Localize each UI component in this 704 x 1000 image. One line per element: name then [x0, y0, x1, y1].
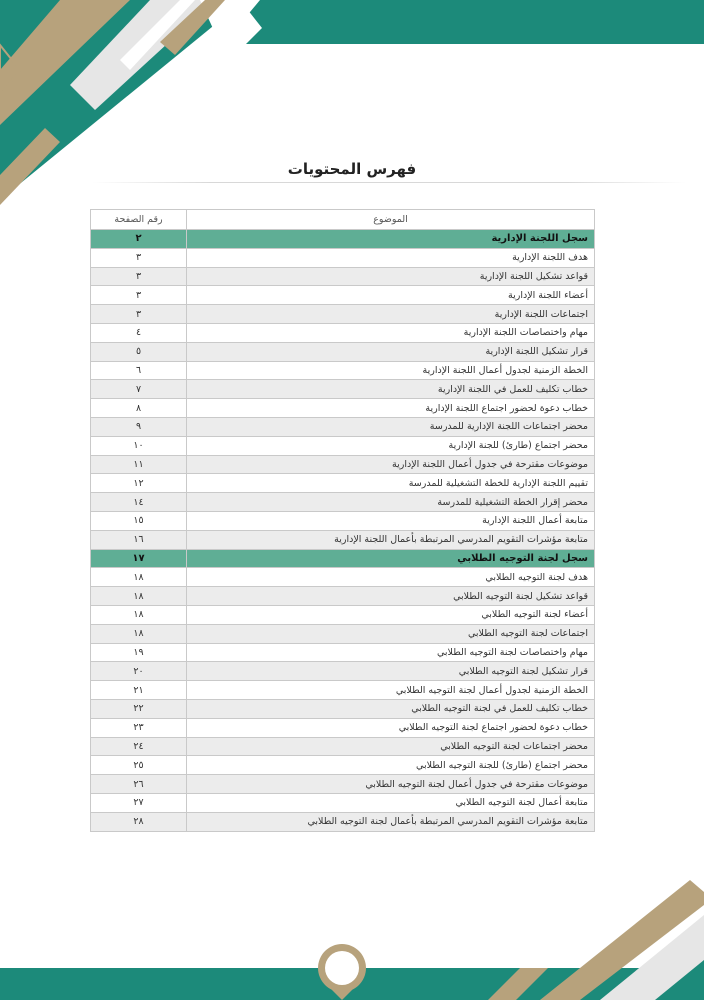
table-row — [91, 417, 595, 436]
table-row — [91, 474, 595, 493]
row-topic: خطاب دعوة لحضور اجتماع اللجنة الإدارية — [187, 399, 595, 418]
row-page-number: ١٨ — [91, 624, 187, 643]
table-row — [91, 624, 595, 643]
table-row — [91, 605, 595, 624]
row-page-number: ٩ — [91, 417, 187, 436]
row-page-number: ١١ — [91, 455, 187, 474]
row-topic: قواعد تشكيل لجنة التوجيه الطلابي — [187, 587, 595, 606]
row-topic: قرار تشكيل لجنة التوجيه الطلابي — [187, 662, 595, 681]
row-topic: متابعة أعمال لجنة التوجيه الطلابي — [187, 793, 595, 812]
table-row — [91, 737, 595, 756]
row-topic: محضر اجتماعات لجنة التوجيه الطلابي — [187, 737, 595, 756]
row-page-number: ٢٢ — [91, 699, 187, 718]
section-row — [91, 230, 595, 249]
row-page-number: ٢٣ — [91, 718, 187, 737]
toc-table — [90, 209, 595, 832]
table-row — [91, 493, 595, 512]
row-page-number: ٣ — [91, 286, 187, 305]
row-topic: قواعد تشكيل اللجنة الإدارية — [187, 267, 595, 286]
title-divider — [92, 182, 686, 183]
table-row — [91, 756, 595, 775]
table-row — [91, 568, 595, 587]
table-row — [91, 681, 595, 700]
row-topic: محضر اجتماعات اللجنة الإدارية للمدرسة — [187, 417, 595, 436]
row-topic: مهام واختصاصات اللجنة الإدارية — [187, 323, 595, 342]
table-row — [91, 643, 595, 662]
table-row — [91, 361, 595, 380]
row-topic: محضر اجتماع (طارئ) للجنة الإدارية — [187, 436, 595, 455]
table-row — [91, 775, 595, 794]
page-title: فهرس المحتويات — [287, 160, 417, 178]
row-page-number: ١٨ — [91, 587, 187, 606]
table-row — [91, 248, 595, 267]
row-topic: الخطة الزمنية لجدول أعمال اللجنة الإدارية — [187, 361, 595, 380]
row-page-number: ١٥ — [91, 511, 187, 530]
row-topic: مهام واختصاصات لجنة التوجيه الطلابي — [187, 643, 595, 662]
table-row — [91, 511, 595, 530]
row-page-number: ٣ — [91, 248, 187, 267]
row-page-number: ١٤ — [91, 493, 187, 512]
row-topic: هدف لجنة التوجيه الطلابي — [187, 568, 595, 587]
table-row — [91, 793, 595, 812]
row-topic: متابعة مؤشرات التقويم المدرسي المرتبطة بأعمال اللجنة الإدارية — [187, 530, 595, 549]
table-row — [91, 267, 595, 286]
table-row — [91, 530, 595, 549]
table-row — [91, 380, 595, 399]
row-topic: اجتماعات اللجنة الإدارية — [187, 305, 595, 324]
table-row — [91, 399, 595, 418]
header-topic: الموضوع — [187, 210, 595, 230]
table-row — [91, 436, 595, 455]
row-page-number: ١٢ — [91, 474, 187, 493]
section-row — [91, 549, 595, 568]
table-row — [91, 286, 595, 305]
row-topic: أعضاء لجنة التوجيه الطلابي — [187, 605, 595, 624]
row-page-number: ١٩ — [91, 643, 187, 662]
row-page-number: ٣ — [91, 267, 187, 286]
row-page-number: ٢٧ — [91, 793, 187, 812]
table-row — [91, 323, 595, 342]
row-page-number: ٣ — [91, 305, 187, 324]
row-topic: محضر اجتماع (طارئ) للجنة التوجيه الطلابي — [187, 756, 595, 775]
row-page-number: ١٦ — [91, 530, 187, 549]
table-row — [91, 305, 595, 324]
row-page-number: ٨ — [91, 399, 187, 418]
row-page-number: ٢٥ — [91, 756, 187, 775]
row-topic: محضر إقرار الخطة التشغيلية للمدرسة — [187, 493, 595, 512]
row-topic: اجتماعات لجنة التوجيه الطلابي — [187, 624, 595, 643]
row-page-number: ٢٠ — [91, 662, 187, 681]
row-topic: الخطة الزمنية لجدول أعمال لجنة التوجيه الطلابي — [187, 681, 595, 700]
row-topic: موضوعات مقترحة في جدول أعمال اللجنة الإدارية — [187, 455, 595, 474]
toc-body — [91, 230, 595, 832]
row-topic: هدف اللجنة الإدارية — [187, 248, 595, 267]
row-page-number: ٢٦ — [91, 775, 187, 794]
row-page-number: ١٨ — [91, 605, 187, 624]
row-page-number: ٤ — [91, 323, 187, 342]
table-row — [91, 587, 595, 606]
row-page-number: ٢ — [91, 230, 187, 249]
row-page-number: ٦ — [91, 361, 187, 380]
row-topic: متابعة مؤشرات التقويم المدرسي المرتبطة بأعمال لجنة التوجيه الطلابي — [187, 812, 595, 831]
row-topic: متابعة أعمال اللجنة الإدارية — [187, 511, 595, 530]
header-page: رقم الصفحة — [91, 210, 187, 230]
row-page-number: ٧ — [91, 380, 187, 399]
row-topic: قرار تشكيل اللجنة الإدارية — [187, 342, 595, 361]
row-topic: سجل اللجنة الإدارية — [187, 230, 595, 249]
row-topic: سجل لجنة التوجيه الطلابي — [187, 549, 595, 568]
row-page-number: ٢١ — [91, 681, 187, 700]
table-row — [91, 812, 595, 831]
row-page-number: ٥ — [91, 342, 187, 361]
table-row — [91, 718, 595, 737]
row-page-number: ١٠ — [91, 436, 187, 455]
table-row — [91, 455, 595, 474]
table-row — [91, 662, 595, 681]
row-page-number: ١٨ — [91, 568, 187, 587]
row-topic: خطاب تكليف للعمل في اللجنة الإدارية — [187, 380, 595, 399]
row-page-number: ٢٤ — [91, 737, 187, 756]
row-topic: خطاب تكليف للعمل في لجنة التوجيه الطلابي — [187, 699, 595, 718]
row-topic: أعضاء اللجنة الإدارية — [187, 286, 595, 305]
table-row — [91, 699, 595, 718]
row-topic: تقييم اللجنة الإدارية للخطة التشغيلية للمدرسة — [187, 474, 595, 493]
table-row — [91, 342, 595, 361]
row-topic: خطاب دعوة لحضور اجتماع لجنة التوجيه الطلابي — [187, 718, 595, 737]
row-page-number: ٢٨ — [91, 812, 187, 831]
top-corner-decoration — [0, 0, 704, 220]
row-topic: موضوعات مقترحة في جدول أعمال لجنة التوجيه الطلابي — [187, 775, 595, 794]
table-header-row — [91, 210, 595, 230]
row-page-number: ١٧ — [91, 549, 187, 568]
